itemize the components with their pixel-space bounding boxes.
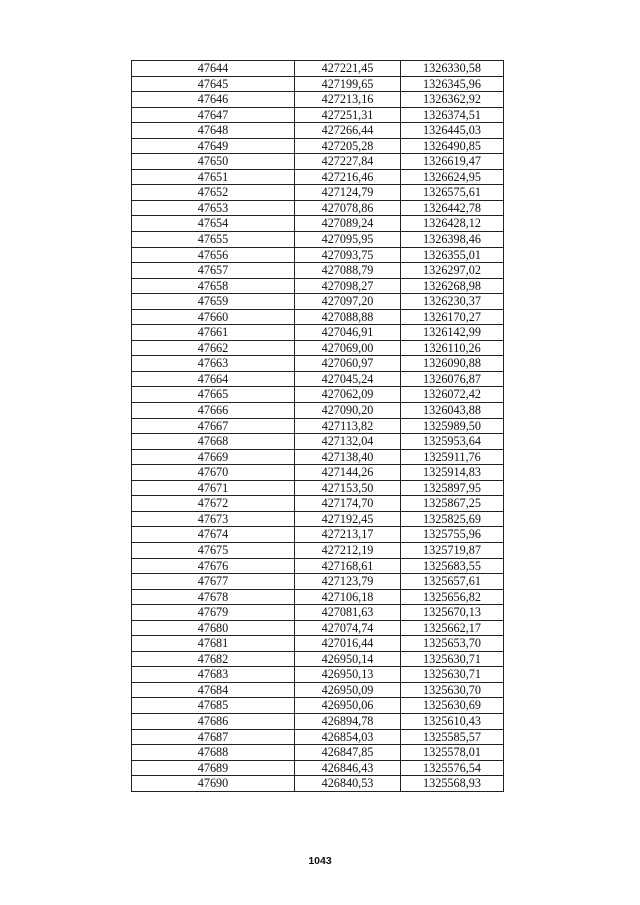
y-coordinate-cell: 1326490,85 [401, 138, 504, 154]
table-row [132, 309, 504, 325]
point-id-cell: 47671 [132, 480, 295, 496]
y-coordinate-cell: 1326076,87 [401, 371, 504, 387]
x-coordinate-cell: 427216,46 [295, 169, 401, 185]
y-coordinate-cell: 1326170,27 [401, 309, 504, 325]
point-id-cell: 47683 [132, 667, 295, 683]
x-coordinate-cell: 427097,20 [295, 294, 401, 310]
point-id-cell: 47662 [132, 340, 295, 356]
point-id-cell: 47666 [132, 403, 295, 419]
point-id-cell: 47675 [132, 542, 295, 558]
y-coordinate-cell: 1325719,87 [401, 542, 504, 558]
point-id-cell: 47650 [132, 154, 295, 170]
table-row [132, 682, 504, 698]
point-id-cell: 47653 [132, 200, 295, 216]
table-row [132, 154, 504, 170]
y-coordinate-cell: 1325825,69 [401, 511, 504, 527]
table-row [132, 107, 504, 123]
table-row [132, 138, 504, 154]
table-row [132, 232, 504, 248]
point-id-cell: 47689 [132, 760, 295, 776]
y-coordinate-cell: 1325867,25 [401, 496, 504, 512]
point-id-cell: 47678 [132, 589, 295, 605]
y-coordinate-cell: 1326297,02 [401, 263, 504, 279]
point-id-cell: 47651 [132, 169, 295, 185]
coordinate-table-body [132, 61, 504, 792]
point-id-cell: 47679 [132, 605, 295, 621]
y-coordinate-cell: 1325911,76 [401, 449, 504, 465]
y-coordinate-cell: 1325585,57 [401, 729, 504, 745]
table-row [132, 698, 504, 714]
table-row [132, 527, 504, 543]
y-coordinate-cell: 1325657,61 [401, 574, 504, 590]
x-coordinate-cell: 427045,24 [295, 371, 401, 387]
x-coordinate-cell: 427090,20 [295, 403, 401, 419]
table-row [132, 713, 504, 729]
x-coordinate-cell: 427069,00 [295, 340, 401, 356]
y-coordinate-cell: 1326355,01 [401, 247, 504, 263]
table-row [132, 278, 504, 294]
table-row [132, 496, 504, 512]
x-coordinate-cell: 427046,91 [295, 325, 401, 341]
x-coordinate-cell: 426950,06 [295, 698, 401, 714]
table-row [132, 76, 504, 92]
y-coordinate-cell: 1325953,64 [401, 434, 504, 450]
x-coordinate-cell: 427074,74 [295, 620, 401, 636]
point-id-cell: 47667 [132, 418, 295, 434]
y-coordinate-cell: 1326624,95 [401, 169, 504, 185]
point-id-cell: 47663 [132, 356, 295, 372]
x-coordinate-cell: 427266,44 [295, 123, 401, 139]
x-coordinate-cell: 427138,40 [295, 449, 401, 465]
point-id-cell: 47654 [132, 216, 295, 232]
table-row [132, 745, 504, 761]
point-id-cell: 47676 [132, 558, 295, 574]
x-coordinate-cell: 427212,19 [295, 542, 401, 558]
x-coordinate-cell: 427089,24 [295, 216, 401, 232]
y-coordinate-cell: 1326398,46 [401, 232, 504, 248]
table-row [132, 123, 504, 139]
table-row [132, 558, 504, 574]
y-coordinate-cell: 1326575,61 [401, 185, 504, 201]
x-coordinate-cell: 427192,45 [295, 511, 401, 527]
x-coordinate-cell: 427205,28 [295, 138, 401, 154]
point-id-cell: 47657 [132, 263, 295, 279]
table-row [132, 247, 504, 263]
x-coordinate-cell: 427123,79 [295, 574, 401, 590]
table-row [132, 729, 504, 745]
table-row [132, 61, 504, 77]
x-coordinate-cell: 427088,88 [295, 309, 401, 325]
table-row [132, 480, 504, 496]
table-row [132, 294, 504, 310]
table-row [132, 776, 504, 792]
point-id-cell: 47665 [132, 387, 295, 403]
y-coordinate-cell: 1326072,42 [401, 387, 504, 403]
y-coordinate-cell: 1325683,55 [401, 558, 504, 574]
x-coordinate-cell: 427088,79 [295, 263, 401, 279]
x-coordinate-cell: 427081,63 [295, 605, 401, 621]
y-coordinate-cell: 1325630,69 [401, 698, 504, 714]
table-row [132, 371, 504, 387]
y-coordinate-cell: 1326268,98 [401, 278, 504, 294]
point-id-cell: 47681 [132, 636, 295, 652]
x-coordinate-cell: 427113,82 [295, 418, 401, 434]
x-coordinate-cell: 426950,14 [295, 651, 401, 667]
table-row [132, 651, 504, 667]
point-id-cell: 47684 [132, 682, 295, 698]
x-coordinate-cell: 427078,86 [295, 200, 401, 216]
x-coordinate-cell: 426847,85 [295, 745, 401, 761]
table-row [132, 200, 504, 216]
point-id-cell: 47649 [132, 138, 295, 154]
table-row [132, 185, 504, 201]
table-row [132, 636, 504, 652]
y-coordinate-cell: 1326362,92 [401, 92, 504, 108]
y-coordinate-cell: 1325630,71 [401, 651, 504, 667]
page-number: 1043 [308, 855, 332, 867]
point-id-cell: 47645 [132, 76, 295, 92]
y-coordinate-cell: 1325568,93 [401, 776, 504, 792]
x-coordinate-cell: 427251,31 [295, 107, 401, 123]
y-coordinate-cell: 1325578,01 [401, 745, 504, 761]
table-row [132, 92, 504, 108]
table-row [132, 667, 504, 683]
x-coordinate-cell: 427095,95 [295, 232, 401, 248]
point-id-cell: 47669 [132, 449, 295, 465]
point-id-cell: 47688 [132, 745, 295, 761]
table-row [132, 589, 504, 605]
y-coordinate-cell: 1325670,13 [401, 605, 504, 621]
y-coordinate-cell: 1325576,54 [401, 760, 504, 776]
x-coordinate-cell: 426854,03 [295, 729, 401, 745]
point-id-cell: 47652 [132, 185, 295, 201]
y-coordinate-cell: 1325755,96 [401, 527, 504, 543]
x-coordinate-cell: 427124,79 [295, 185, 401, 201]
point-id-cell: 47646 [132, 92, 295, 108]
point-id-cell: 47687 [132, 729, 295, 745]
point-id-cell: 47670 [132, 465, 295, 481]
point-id-cell: 47656 [132, 247, 295, 263]
table-row [132, 511, 504, 527]
table-row [132, 434, 504, 450]
y-coordinate-cell: 1326230,37 [401, 294, 504, 310]
y-coordinate-cell: 1326330,58 [401, 61, 504, 77]
x-coordinate-cell: 427132,04 [295, 434, 401, 450]
y-coordinate-cell: 1326442,78 [401, 200, 504, 216]
point-id-cell: 47674 [132, 527, 295, 543]
x-coordinate-cell: 427199,65 [295, 76, 401, 92]
x-coordinate-cell: 427213,17 [295, 527, 401, 543]
x-coordinate-cell: 427174,70 [295, 496, 401, 512]
x-coordinate-cell: 427098,27 [295, 278, 401, 294]
table-row [132, 325, 504, 341]
y-coordinate-cell: 1326043,88 [401, 403, 504, 419]
y-coordinate-cell: 1326345,96 [401, 76, 504, 92]
table-row [132, 418, 504, 434]
y-coordinate-cell: 1326428,12 [401, 216, 504, 232]
x-coordinate-cell: 427106,18 [295, 589, 401, 605]
y-coordinate-cell: 1325662,17 [401, 620, 504, 636]
x-coordinate-cell: 427144,26 [295, 465, 401, 481]
point-id-cell: 47644 [132, 61, 295, 77]
point-id-cell: 47677 [132, 574, 295, 590]
coordinate-table [131, 60, 504, 792]
point-id-cell: 47660 [132, 309, 295, 325]
y-coordinate-cell: 1325630,70 [401, 682, 504, 698]
point-id-cell: 47647 [132, 107, 295, 123]
point-id-cell: 47672 [132, 496, 295, 512]
table-row [132, 760, 504, 776]
table-row [132, 169, 504, 185]
x-coordinate-cell: 426950,13 [295, 667, 401, 683]
x-coordinate-cell: 427062,09 [295, 387, 401, 403]
x-coordinate-cell: 426840,53 [295, 776, 401, 792]
table-row [132, 403, 504, 419]
y-coordinate-cell: 1325656,82 [401, 589, 504, 605]
point-id-cell: 47658 [132, 278, 295, 294]
y-coordinate-cell: 1325989,50 [401, 418, 504, 434]
x-coordinate-cell: 426894,78 [295, 713, 401, 729]
x-coordinate-cell: 427168,61 [295, 558, 401, 574]
y-coordinate-cell: 1326619,47 [401, 154, 504, 170]
y-coordinate-cell: 1325914,83 [401, 465, 504, 481]
table-row [132, 465, 504, 481]
x-coordinate-cell: 427093,75 [295, 247, 401, 263]
x-coordinate-cell: 427016,44 [295, 636, 401, 652]
x-coordinate-cell: 427227,84 [295, 154, 401, 170]
table-row [132, 340, 504, 356]
table-row [132, 574, 504, 590]
x-coordinate-cell: 427213,16 [295, 92, 401, 108]
y-coordinate-cell: 1325653,70 [401, 636, 504, 652]
table-row [132, 542, 504, 558]
y-coordinate-cell: 1326090,88 [401, 356, 504, 372]
table-row [132, 216, 504, 232]
point-id-cell: 47648 [132, 123, 295, 139]
point-id-cell: 47690 [132, 776, 295, 792]
point-id-cell: 47661 [132, 325, 295, 341]
y-coordinate-cell: 1326142,99 [401, 325, 504, 341]
table-row [132, 449, 504, 465]
point-id-cell: 47673 [132, 511, 295, 527]
point-id-cell: 47685 [132, 698, 295, 714]
x-coordinate-cell: 427221,45 [295, 61, 401, 77]
y-coordinate-cell: 1325630,71 [401, 667, 504, 683]
x-coordinate-cell: 426950,09 [295, 682, 401, 698]
point-id-cell: 47686 [132, 713, 295, 729]
point-id-cell: 47655 [132, 232, 295, 248]
y-coordinate-cell: 1326445,03 [401, 123, 504, 139]
point-id-cell: 47664 [132, 371, 295, 387]
table-row [132, 605, 504, 621]
table-row [132, 263, 504, 279]
point-id-cell: 47668 [132, 434, 295, 450]
x-coordinate-cell: 427060,97 [295, 356, 401, 372]
point-id-cell: 47659 [132, 294, 295, 310]
coordinate-table-container [131, 60, 503, 792]
table-row [132, 356, 504, 372]
y-coordinate-cell: 1325897,95 [401, 480, 504, 496]
table-row [132, 620, 504, 636]
x-coordinate-cell: 427153,50 [295, 480, 401, 496]
point-id-cell: 47680 [132, 620, 295, 636]
y-coordinate-cell: 1326374,51 [401, 107, 504, 123]
y-coordinate-cell: 1326110,26 [401, 340, 504, 356]
y-coordinate-cell: 1325610,43 [401, 713, 504, 729]
point-id-cell: 47682 [132, 651, 295, 667]
table-row [132, 387, 504, 403]
x-coordinate-cell: 426846,43 [295, 760, 401, 776]
